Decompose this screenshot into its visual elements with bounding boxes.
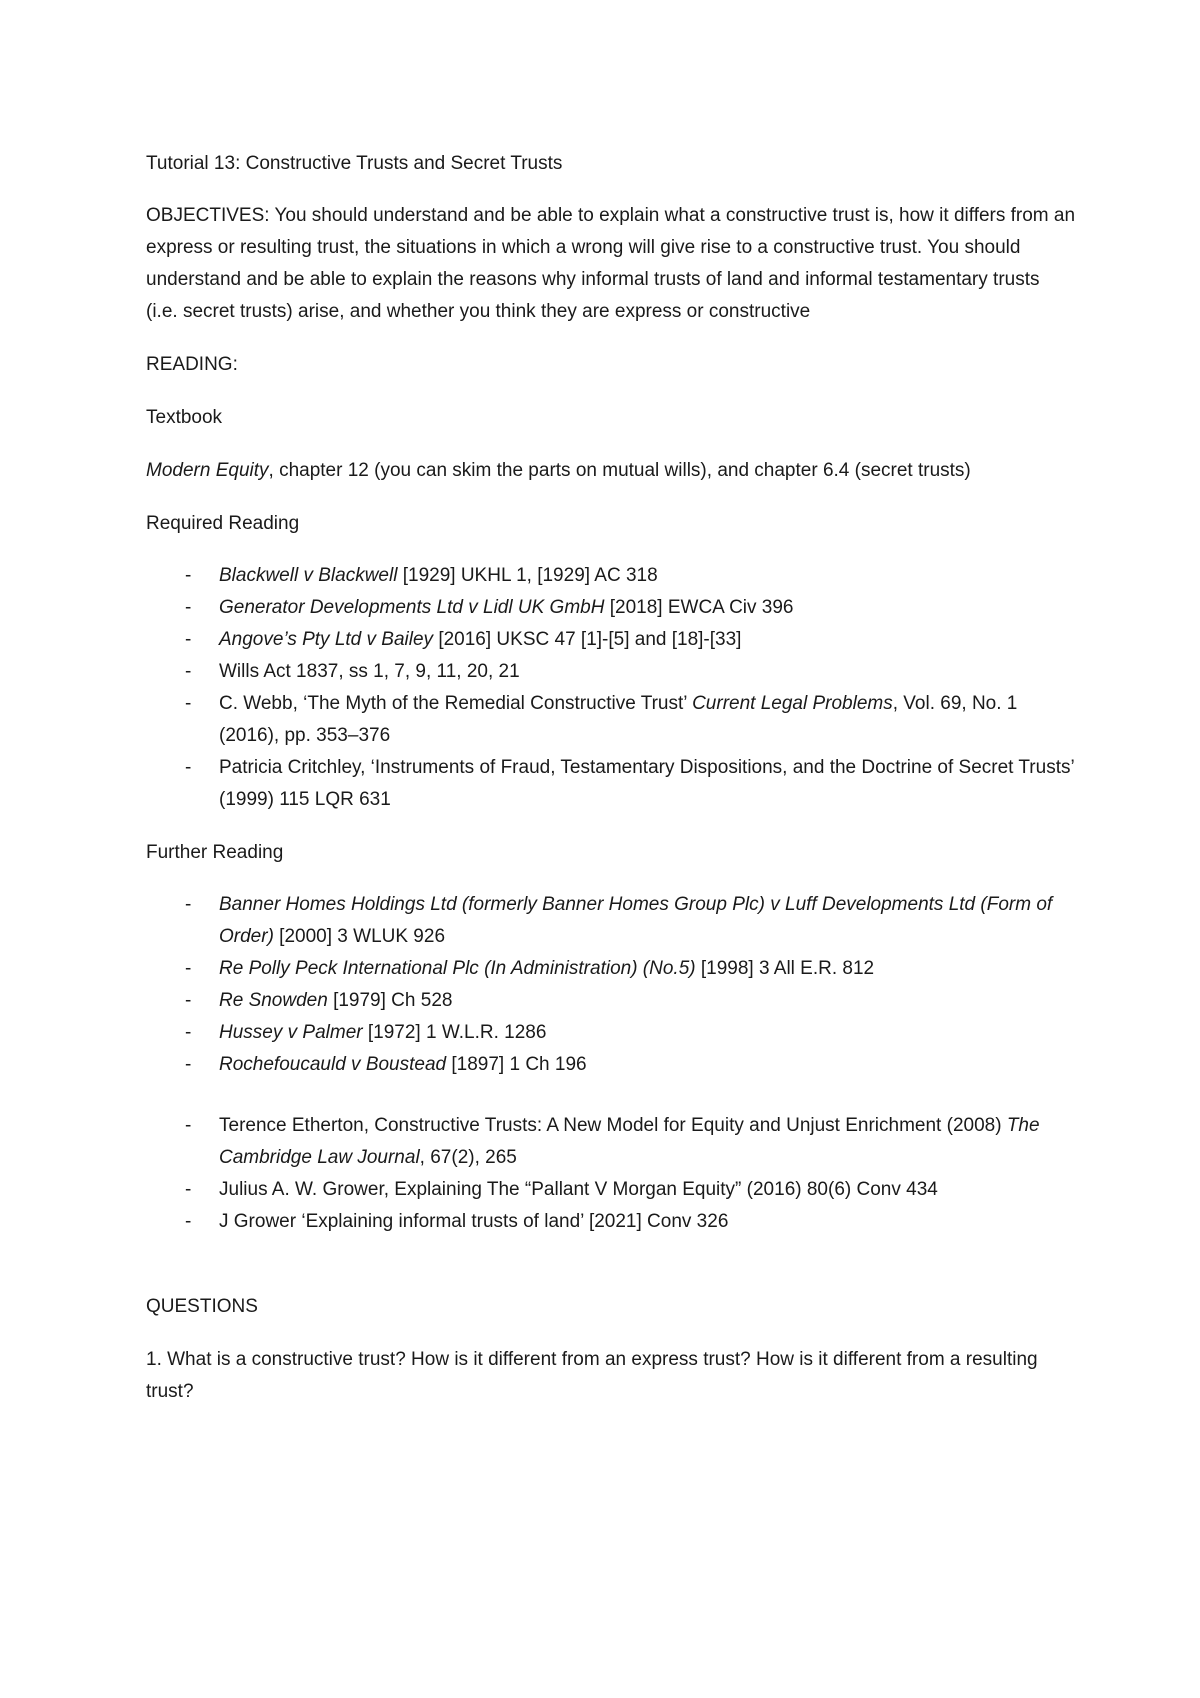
- citation-title: Angove’s Pty Ltd v Bailey: [219, 629, 434, 650]
- citation-title: Generator Developments Ltd v Lidl UK GmbH: [219, 597, 605, 618]
- citation-reference: [1972] 1 W.L.R. 1286: [362, 1022, 547, 1043]
- list-item: [146, 752, 1076, 816]
- objectives-paragraph: OBJECTIVES: You should understand and be able to explain what a constructive trust is, how it differs from an express or resulting trust, the situations in which a wrong will give rise to a constructive trust. You should understand and be able to explain the reasons why informal trusts of land and informal testamentary trusts (i.e. secret trusts) arise, and whether you think they are express or constructive: [146, 205, 1076, 322]
- list-dash: -: [185, 661, 192, 682]
- list-dash: -: [185, 1054, 192, 1075]
- questions-heading: QUESTIONS: [146, 1296, 258, 1317]
- textbook-entry: [146, 455, 1076, 487]
- required-reading-list: [146, 560, 1076, 816]
- document-title: Tutorial 13: Constructive Trusts and Secret Trusts: [146, 153, 563, 174]
- citation-text: J Grower ‘Explaining informal trusts of land’ [2021] Conv 326: [219, 1211, 729, 1232]
- citation-reference: [1998] 3 All E.R. 812: [695, 958, 875, 979]
- list-item: [146, 656, 1076, 688]
- citation-title: Blackwell v Blackwell: [219, 565, 398, 586]
- citation-title: Banner Homes Holdings Ltd (formerly Banner Homes Group Plc) v Luff Developments Ltd (Form of Order): [219, 894, 1053, 947]
- further-reading-heading: Further Reading: [146, 842, 284, 863]
- list-item: [146, 985, 1076, 1017]
- list-dash: -: [185, 1211, 192, 1232]
- textbook-heading: Textbook: [146, 407, 223, 428]
- citation-title: Re Polly Peck International Plc (In Administration) (No.5): [219, 958, 696, 979]
- citation-title: The Cambridge Law Journal: [219, 1115, 1040, 1168]
- citation-reference: [2000] 3 WLUK 926: [273, 926, 446, 947]
- citation-reference: [1897] 1 Ch 196: [446, 1054, 587, 1075]
- list-item: [146, 1017, 1076, 1049]
- list-item: [146, 688, 1076, 752]
- document-page: [146, 148, 1076, 1408]
- question-item: 1. What is a constructive trust? How is it different from an express trust? How is it different from a resulting trust?: [146, 1349, 1038, 1402]
- citation-text: Terence Etherton, Constructive Trusts: A New Model for Equity and Unjust Enrichment (2008): [219, 1115, 1007, 1136]
- list-dash: -: [185, 597, 192, 618]
- list-dash: -: [185, 958, 192, 979]
- list-dash: -: [185, 1115, 192, 1136]
- list-item: [146, 1174, 1076, 1206]
- citation-title: Rochefoucauld v Boustead: [219, 1054, 447, 1075]
- citation-title: Current Legal Problems: [692, 693, 893, 714]
- citation-reference: , 67(2), 265: [419, 1147, 517, 1168]
- citation-reference: [2018] EWCA Civ 396: [604, 597, 794, 618]
- citation-text: Julius A. W. Grower, Explaining The “Pallant V Morgan Equity” (2016) 80(6) Conv 434: [219, 1179, 938, 1200]
- list-dash: -: [185, 894, 192, 915]
- reading-heading: READING:: [146, 354, 238, 375]
- citation-title: Re Snowden: [219, 990, 328, 1011]
- citation-text: C. Webb, ‘The Myth of the Remedial Constructive Trust’: [219, 693, 693, 714]
- further-reading-list: [146, 889, 1076, 1081]
- textbook-title: Modern Equity: [146, 460, 269, 481]
- list-dash: -: [185, 565, 192, 586]
- list-item: [146, 889, 1076, 953]
- citation-text: Patricia Critchley, ‘Instruments of Fraud, Testamentary Dispositions, and the Doctrine of Secret Trusts’ (1999) 115 LQR 631: [219, 757, 1074, 810]
- citation-title: Hussey v Palmer: [219, 1022, 363, 1043]
- textbook-rest: , chapter 12 (you can skim the parts on mutual wills), and chapter 6.4 (secret trusts): [268, 460, 971, 481]
- further-reading-list-secondary: [146, 1110, 1076, 1238]
- list-item: [146, 1110, 1076, 1174]
- list-dash: -: [185, 1179, 192, 1200]
- citation-text: Wills Act 1837, ss 1, 7, 9, 11, 20, 21: [219, 661, 520, 682]
- list-dash: -: [185, 757, 192, 778]
- list-item: [146, 953, 1076, 985]
- list-dash: -: [185, 1022, 192, 1043]
- list-dash: -: [185, 629, 192, 650]
- list-item: [146, 592, 1076, 624]
- list-item: [146, 1049, 1076, 1081]
- citation-reference: , Vol. 69, No. 1 (2016), pp. 353–376: [219, 693, 1018, 746]
- list-item: [146, 624, 1076, 656]
- list-item: [146, 1206, 1076, 1238]
- required-reading-heading: Required Reading: [146, 513, 300, 534]
- list-dash: -: [185, 990, 192, 1011]
- citation-reference: [1929] UKHL 1, [1929] AC 318: [397, 565, 658, 586]
- citation-reference: [1979] Ch 528: [327, 990, 453, 1011]
- questions-list: [146, 1344, 1076, 1408]
- list-item: [146, 560, 1076, 592]
- citation-reference: [2016] UKSC 47 [1]-[5] and [18]-[33]: [433, 629, 742, 650]
- list-dash: -: [185, 693, 192, 714]
